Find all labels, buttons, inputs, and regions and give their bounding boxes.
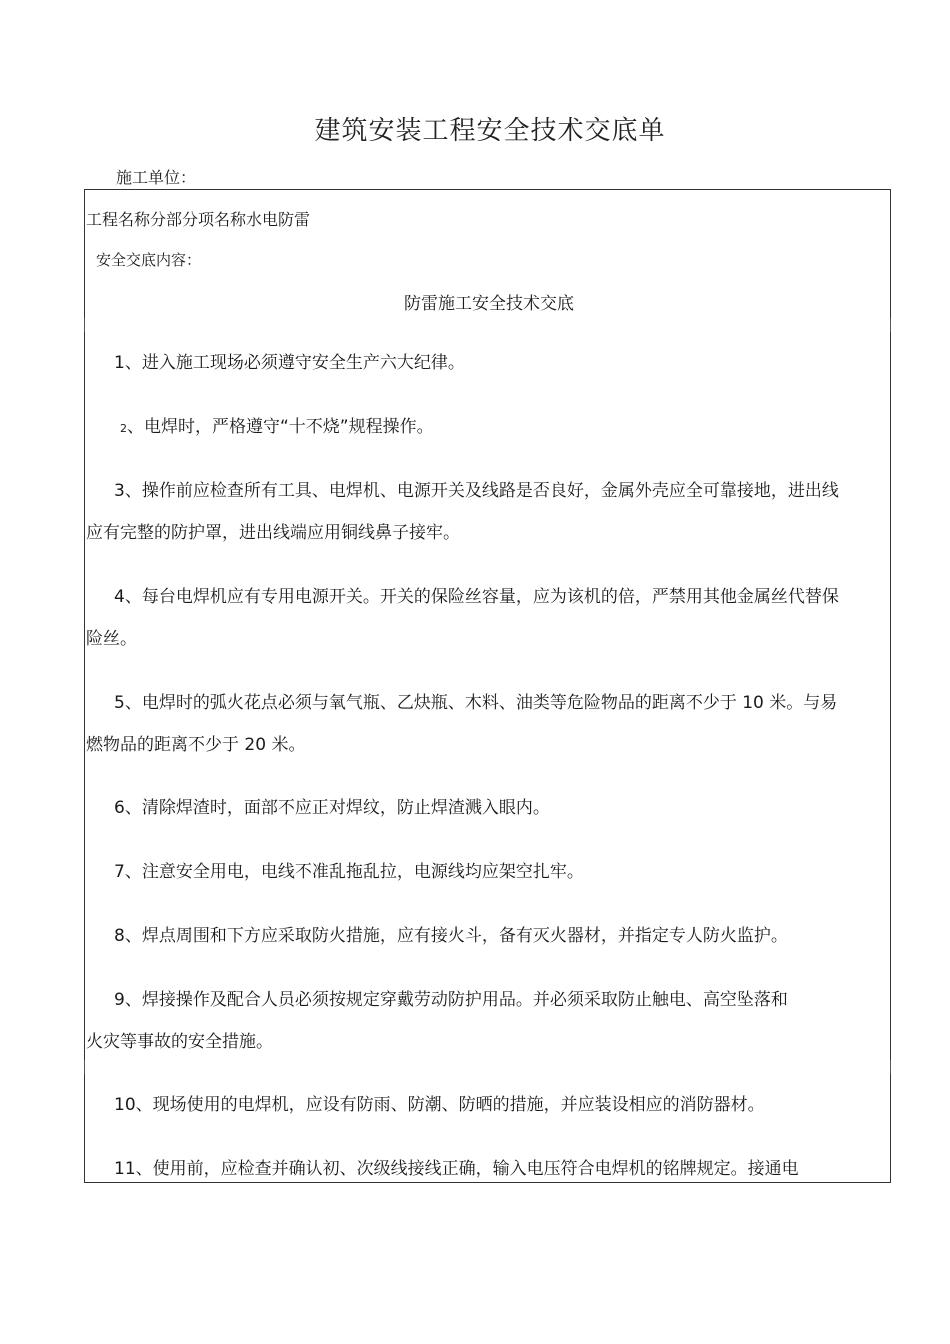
margin-tick: [84, 1060, 85, 1074]
item-line: 3、操作前应检查所有工具、电焊机、电源开关及线路是否良好，金属外壳应全可靠接地，进出线: [114, 481, 839, 501]
item-line: 1、进入施工现场必须遵守安全生产六大纪律。: [114, 353, 465, 373]
item-line: 应有完整的防护罩，进出线端应用铜线鼻子接牢。: [86, 523, 460, 543]
list-item: [86, 576, 886, 660]
item-line: 8、焊点周围和下方应采取防火措施，应有接火斗，备有灭火器材，并指定专人防火监护。: [114, 926, 788, 946]
list-item: [86, 1084, 886, 1126]
item-number: 2: [120, 422, 127, 435]
margin-tick: [890, 318, 891, 332]
margin-tick: [84, 318, 85, 332]
document-title: 建筑安装工程安全技术交底单: [314, 116, 666, 146]
item-line: 9、焊接操作及配合人员必须按规定穿戴劳动防护用品。并必须采取防止触电、高空坠落和: [114, 990, 788, 1010]
list-item: [86, 787, 886, 829]
list-item: [86, 406, 886, 450]
item-line: 4、每台电焊机应有专用电源开关。开关的保险丝容量，应为该机的倍，严禁用其他金属丝代替保: [114, 587, 839, 607]
content-label: 安全交底内容：: [96, 251, 202, 269]
item-line: 5、电焊时的弧火花点必须与氧气瓶、乙炔瓶、木料、油类等危险物品的距离不少于 10 米。与易: [114, 693, 838, 713]
item-line: 10、现场使用的电焊机，应设有防雨、防潮、防晒的措施，并应装设相应的消防器材。: [114, 1095, 765, 1115]
construction-unit-label: 施工单位：: [116, 168, 197, 187]
item-line: 6、清除焊渣时，面部不应正对焊纹，防止焊渣溅入眼内。: [114, 798, 550, 818]
list-item: [86, 470, 886, 554]
list-item: [86, 979, 886, 1063]
list-item: [86, 915, 886, 957]
item-line: 燃物品的距离不少于 20 米。: [86, 735, 306, 755]
item-line: 11、使用前，应检查并确认初、次级线接线正确，输入电压符合电焊机的铭牌规定。接通电: [114, 1159, 799, 1179]
item-line: 7、注意安全用电，电线不准乱拖乱拉，电源线均应架空扎牢。: [114, 862, 584, 882]
item-text: 、电焊时，严格遵守“十不烧”规程操作。: [127, 417, 434, 437]
section-title: 防雷施工安全技术交底: [404, 294, 574, 314]
list-item: [86, 682, 886, 766]
project-name-row: 工程名称分部分项名称水电防雷: [86, 210, 311, 229]
list-item: [86, 1148, 886, 1190]
list-item: [86, 851, 886, 893]
list-item: [86, 342, 886, 384]
item-line: 火灾等事故的安全措施。: [86, 1032, 273, 1052]
item-line: 险丝。: [86, 629, 137, 649]
margin-tick: [890, 1060, 891, 1074]
item-line: [86, 406, 886, 450]
